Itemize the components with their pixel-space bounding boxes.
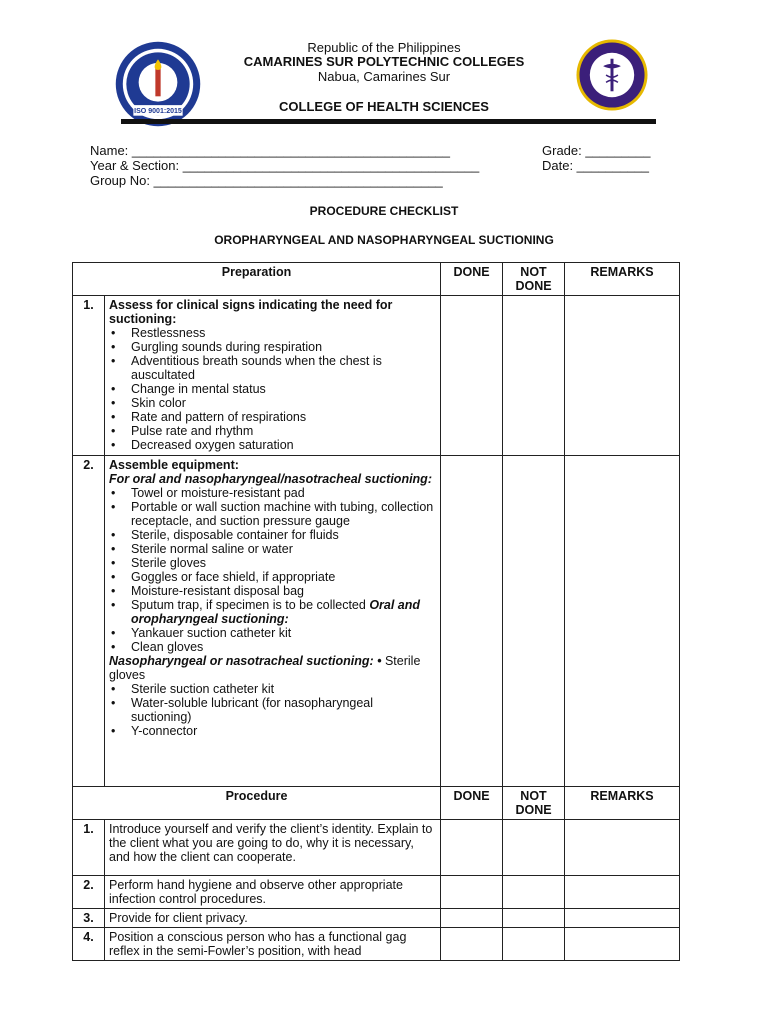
procedure-title: OROPHARYNGEAL AND NASOPHARYNGEAL SUCTIONING xyxy=(214,233,554,247)
list-item: • Clean gloves xyxy=(109,640,436,654)
step-title: Assemble equipment: xyxy=(109,458,239,472)
not-done-cell[interactable] xyxy=(503,820,565,876)
done-cell[interactable] xyxy=(441,456,503,787)
step-description: Introduce yourself and verify the client’s identity. Explain to the client what you are going to do, why it is necessary, and how the client can cooperate. xyxy=(105,820,441,876)
table-row xyxy=(73,909,680,928)
step-number: 1. xyxy=(73,296,105,456)
not-done-cell[interactable] xyxy=(503,928,565,961)
list-item: • Towel or moisture-resistant pad xyxy=(109,486,436,500)
done-cell[interactable] xyxy=(441,876,503,909)
remarks-cell[interactable] xyxy=(565,456,680,787)
not-done-cell[interactable] xyxy=(503,909,565,928)
iso-label: ISO 9001:2015 xyxy=(134,108,182,116)
step-description: Position a conscious person who has a functional gag reflex in the semi-Fowler’s position, with head xyxy=(105,928,441,961)
remarks-cell[interactable] xyxy=(565,820,680,876)
table-row xyxy=(73,928,680,961)
done-header: DONE xyxy=(441,263,503,296)
college-location: Nabua, Camarines Sur xyxy=(317,69,451,84)
name-field[interactable]: Name: ____________________________________________ xyxy=(90,143,451,158)
year-section-field[interactable]: Year & Section: _________________________________________ xyxy=(90,158,480,173)
not-done-header: NOT DONE xyxy=(503,787,565,820)
remarks-cell[interactable] xyxy=(565,876,680,909)
preparation-header: Preparation xyxy=(73,263,441,296)
step-number: 3. xyxy=(73,909,105,928)
list-item: • Restlessness xyxy=(109,326,436,340)
list-item: • Gurgling sounds during respiration xyxy=(109,340,436,354)
list-item xyxy=(109,598,436,626)
step-description: Provide for client privacy. xyxy=(105,909,441,928)
header-divider xyxy=(121,119,656,124)
group-field[interactable]: Group No: ________________________________________ xyxy=(90,173,443,188)
subheading: Oral and oropharyngeal suctioning: xyxy=(131,598,421,626)
list-item: • Change in mental status xyxy=(109,382,436,396)
grade-field[interactable]: Grade: _________ xyxy=(542,143,651,158)
not-done-cell[interactable] xyxy=(503,296,565,456)
remarks-cell[interactable] xyxy=(565,928,680,961)
not-done-cell[interactable] xyxy=(503,876,565,909)
list-item: • Y-connector xyxy=(109,724,436,738)
list-item: • Goggles or face shield, if appropriate xyxy=(109,570,436,584)
step-description xyxy=(105,456,441,787)
table-row xyxy=(73,820,680,876)
list-item: • Sterile, disposable container for fluids xyxy=(109,528,436,542)
table-row xyxy=(73,456,680,787)
checklist-title: PROCEDURE CHECKLIST xyxy=(309,204,459,218)
step-number: 4. xyxy=(73,928,105,961)
step-title: Assess for clinical signs indicating the need for suctioning: xyxy=(109,298,393,326)
subheading-line xyxy=(109,654,436,682)
list-item: • Water-soluble lubricant (for nasopharyngeal suctioning) xyxy=(109,696,436,724)
list-item: • Pulse rate and rhythm xyxy=(109,424,436,438)
not-done-cell[interactable] xyxy=(503,456,565,787)
list-item: • Sterile suction catheter kit xyxy=(109,682,436,696)
done-cell[interactable] xyxy=(441,928,503,961)
table-row xyxy=(73,296,680,456)
subheading: For oral and nasopharyngeal/nasotracheal suctioning: xyxy=(109,472,432,486)
done-header: DONE xyxy=(441,787,503,820)
list-item: • Yankauer suction catheter kit xyxy=(109,626,436,640)
list-item: • Decreased oxygen saturation xyxy=(109,438,436,452)
republic-text: Republic of the Philippines xyxy=(307,40,461,55)
date-field[interactable]: Date: __________ xyxy=(542,158,649,173)
step-number: 1. xyxy=(73,820,105,876)
list-item: • Sterile normal saline or water xyxy=(109,542,436,556)
step-description: Perform hand hygiene and observe other appropriate infection control procedures. xyxy=(105,876,441,909)
done-cell[interactable] xyxy=(441,296,503,456)
not-done-header: NOT DONE xyxy=(503,263,565,296)
sputum-text: Sputum trap, if specimen is to be collected xyxy=(131,598,370,612)
list-item-inline: Sterile gloves xyxy=(109,654,421,682)
department-name: COLLEGE OF HEALTH SCIENCES xyxy=(279,99,489,114)
remarks-header: REMARKS xyxy=(565,787,680,820)
done-cell[interactable] xyxy=(441,909,503,928)
college-name: CAMARINES SUR POLYTECHNIC COLLEGES xyxy=(243,54,525,69)
remarks-cell[interactable] xyxy=(565,909,680,928)
preparation-header-row xyxy=(73,263,680,296)
list-item: • Skin color xyxy=(109,396,436,410)
checklist-table xyxy=(72,262,680,961)
list-item: • Moisture-resistant disposal bag xyxy=(109,584,436,598)
step-number: 2. xyxy=(73,876,105,909)
step-number: 2. xyxy=(73,456,105,787)
list-item: • Portable or wall suction machine with tubing, collection receptacle, and suction pressure gauge xyxy=(109,500,436,528)
list-item: • Sterile gloves xyxy=(109,556,436,570)
remarks-cell[interactable] xyxy=(565,296,680,456)
subheading: Nasopharyngeal or nasotracheal suctioning: • xyxy=(109,654,382,668)
step-description xyxy=(105,296,441,456)
procedure-header-row xyxy=(73,787,680,820)
procedure-header: Procedure xyxy=(73,787,441,820)
remarks-header: REMARKS xyxy=(565,263,680,296)
list-item: • Adventitious breath sounds when the chest is auscultated xyxy=(109,354,436,382)
done-cell[interactable] xyxy=(441,820,503,876)
table-row xyxy=(73,876,680,909)
list-item: • Rate and pattern of respirations xyxy=(109,410,436,424)
